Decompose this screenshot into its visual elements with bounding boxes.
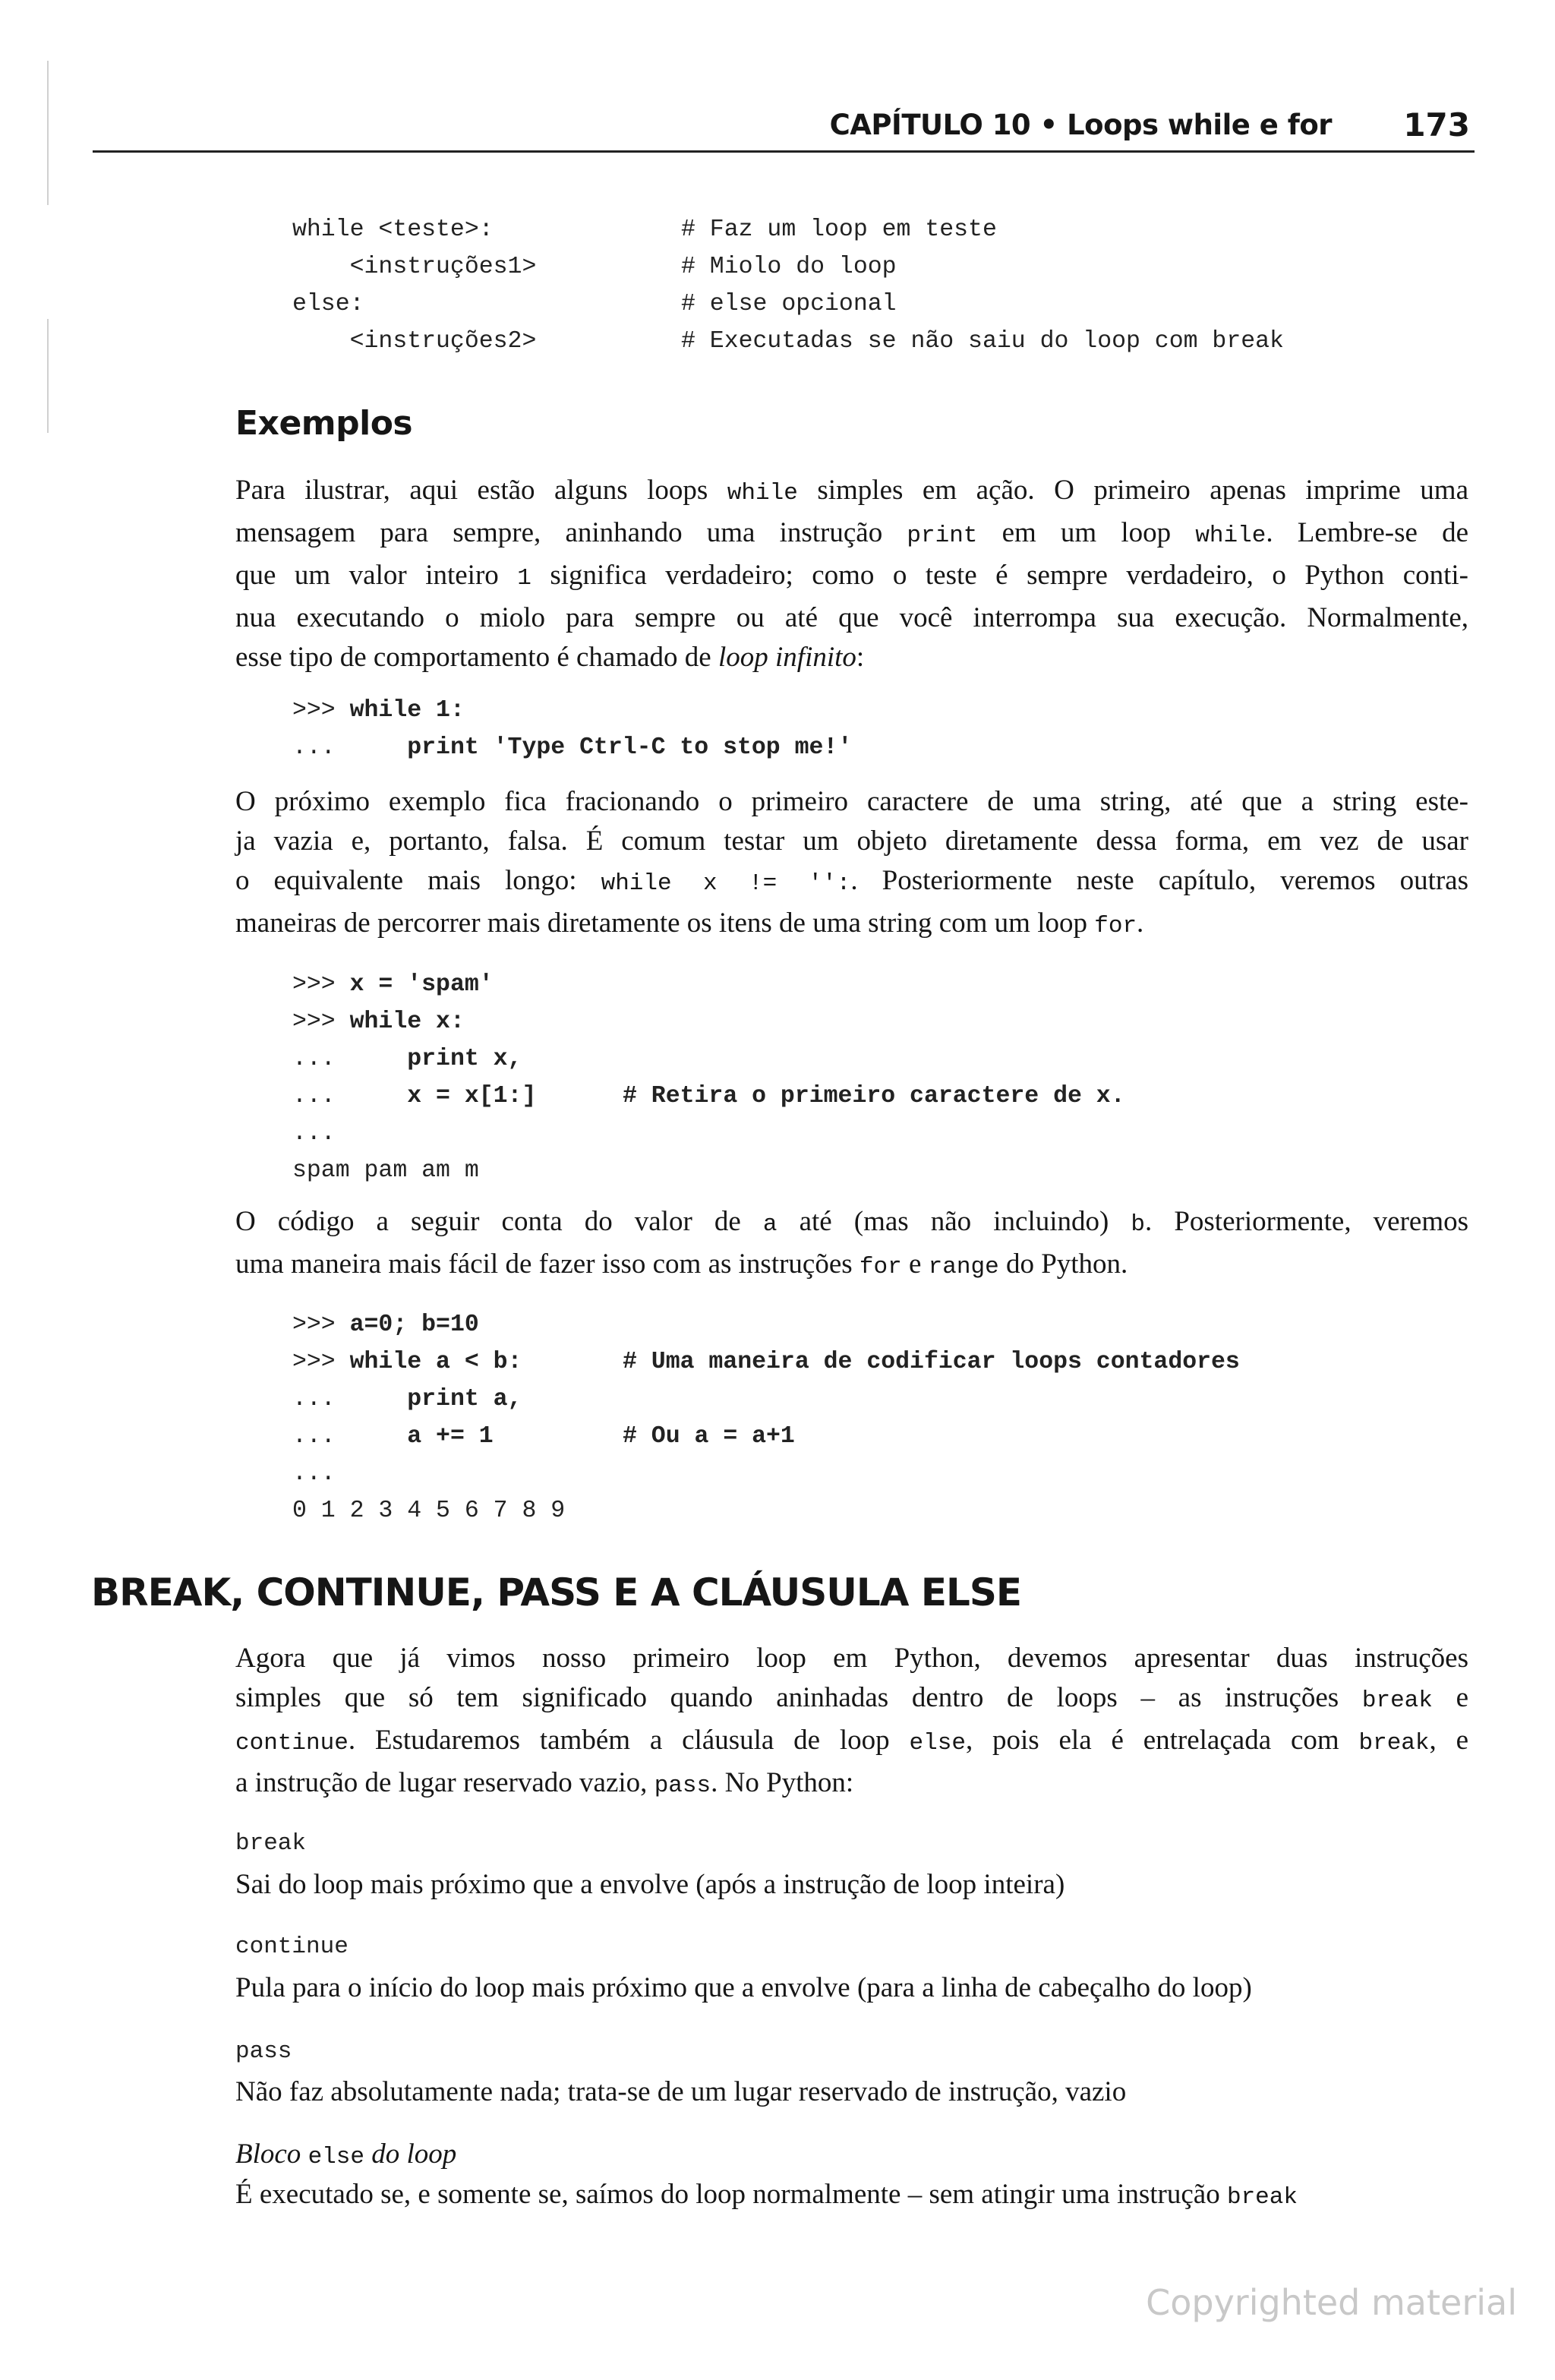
- text-line: mensagem para sempre, aninhando uma instrução print em um loop while. Lembre-se de: [235, 517, 1469, 549]
- code-line: <instruções2> # Executadas se não saiu do loop com break: [292, 328, 1284, 355]
- text-line: esse tipo de comportamento é chamado de loop infinito:: [235, 642, 865, 673]
- running-header-chapter: CAPÍTULO 10 • Loops while e for: [829, 109, 1332, 141]
- syntax-code-block: [292, 211, 1431, 360]
- section-heading-break-continue: BREAK, CONTINUE, PASS E A CLÁUSULA ELSE: [91, 1570, 1022, 1615]
- page-number: 173: [1403, 106, 1470, 144]
- text-line: continue. Estudaremos também a cláusula de loop else, pois ela é entrelaçada com break, e: [235, 1725, 1468, 1757]
- text-line: O próximo exemplo fica fracionando o primeiro caractere de uma string, até que a string este-: [235, 786, 1468, 817]
- text-line: Para ilustrar, aqui estão alguns loops while simples em ação. O primeiro apenas imprime uma: [235, 475, 1468, 507]
- text-line: o equivalente mais longo: while x != '':. Posteriormente neste capítulo, veremos outras: [235, 865, 1468, 897]
- code-line: <instruções1> # Miolo do loop: [292, 254, 897, 280]
- definition-term-pass: pass: [235, 2038, 292, 2065]
- code-line: ... a += 1 # Ou a = a+1: [292, 1423, 795, 1450]
- text-line: O código a seguir conta do valor de a até (mas não incluindo) b. Posteriormente, veremos: [235, 1206, 1469, 1238]
- code-line: >>> while x:: [292, 1009, 465, 1035]
- text-line: que um valor inteiro 1 significa verdadeiro; como o teste é sempre verdadeiro, o Python conti-: [235, 560, 1468, 592]
- paragraph-intro: [235, 471, 1468, 677]
- code-example-counter: [292, 1306, 1431, 1529]
- paragraph-counter: [235, 1202, 1468, 1287]
- code-output-line: spam pam am m: [292, 1157, 479, 1184]
- header-rule: [93, 150, 1475, 153]
- code-line: >>> a=0; b=10: [292, 1312, 479, 1338]
- definition-term-break: break: [235, 1830, 307, 1857]
- code-line: ...: [292, 1120, 336, 1147]
- definition-text-pass: Não faz absolutamente nada; trata-se de um lugar reservado de instrução, vazio: [235, 2076, 1127, 2107]
- section-heading-exemplos: Exemplos: [235, 404, 413, 443]
- code-line: >>> x = 'spam': [292, 971, 494, 998]
- scan-margin-mark-bottom: [47, 319, 49, 433]
- copyright-watermark: Copyrighted material: [1146, 2282, 1517, 2323]
- code-line: else: # else opcional: [292, 291, 897, 317]
- text-line: maneiras de percorrer mais diretamente os itens de uma string com um loop for.: [235, 907, 1144, 939]
- code-line: ... print a,: [292, 1386, 522, 1413]
- code-line: while <teste>: # Faz um loop em teste: [292, 216, 997, 243]
- code-line: >>> while a < b: # Uma maneira de codificar loops contadores: [292, 1349, 1240, 1375]
- code-example-infinite-loop: [292, 692, 852, 766]
- text-line: uma maneira mais fácil de fazer isso com as instruções for e range do Python.: [235, 1248, 1128, 1280]
- paragraph-break-intro: [235, 1639, 1468, 1806]
- text-line: simples que só tem significado quando aninhadas dentro de loops – as instruções break e: [235, 1682, 1468, 1714]
- code-line: ... x = x[1:] # Retira o primeiro caractere de x.: [292, 1083, 1125, 1110]
- text-line: a instrução de lugar reservado vazio, pass. No Python:: [235, 1767, 854, 1799]
- text-line: Agora que já vimos nosso primeiro loop em Python, devemos apresentar duas instruções: [235, 1643, 1468, 1674]
- definition-text-continue: Pula para o início do loop mais próximo que a envolve (para a linha de cabeçalho do loop): [235, 1972, 1252, 2003]
- text-line: nua executando o miolo para sempre ou até que você interrompa sua execução. Normalmente,: [235, 602, 1468, 633]
- definition-text-break: Sai do loop mais próximo que a envolve (após a instrução de loop inteira): [235, 1869, 1065, 1900]
- code-example-spam: [292, 966, 1431, 1189]
- text-line: ja vazia e, portanto, falsa. É comum testar um objeto diretamente dessa forma, em vez de usar: [235, 825, 1468, 857]
- code-line: ... print 'Type Ctrl-C to stop me!': [292, 734, 853, 761]
- definition-text-loop-else: É executado se, e somente se, saímos do loop normalmente – sem atingir uma instrução break: [235, 2179, 1298, 2211]
- code-line: >>> while 1:: [292, 697, 465, 724]
- paragraph-string-slicing: [235, 782, 1468, 946]
- definition-term-loop-else: Bloco else do loop: [235, 2139, 457, 2170]
- definition-term-continue: continue: [235, 1933, 349, 1960]
- scan-margin-mark-top: [47, 61, 49, 205]
- code-output-line: 0 1 2 3 4 5 6 7 8 9: [292, 1498, 566, 1524]
- code-line: ... print x,: [292, 1046, 522, 1072]
- code-line: ...: [292, 1460, 336, 1487]
